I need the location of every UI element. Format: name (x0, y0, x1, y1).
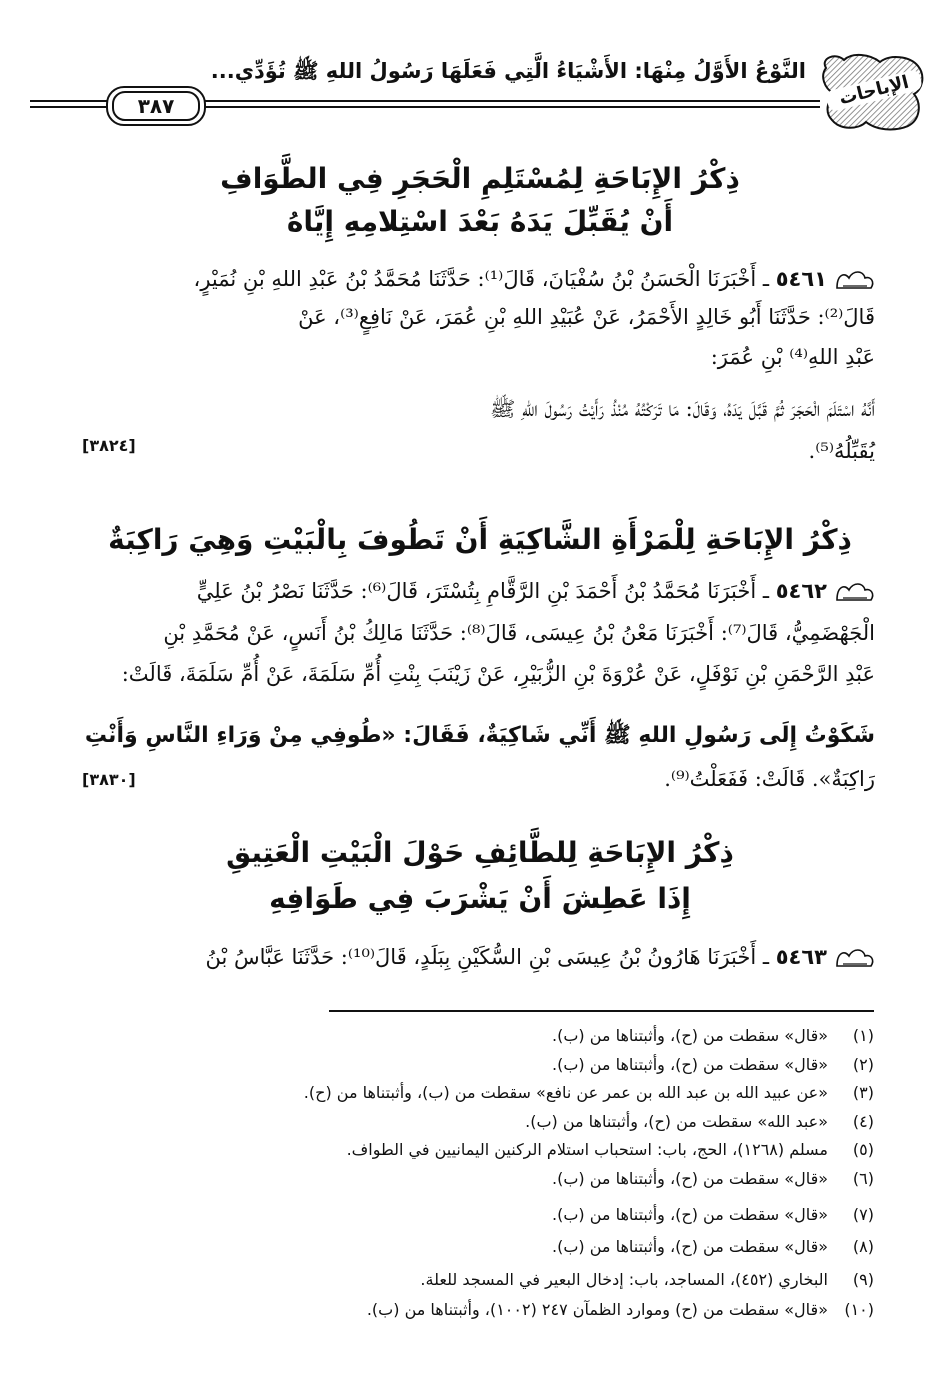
footnote-separator (329, 1010, 874, 1012)
footnote: (٨)«قال» سقطت من (ح)، وأثبتناها من (ب). (552, 1237, 874, 1256)
hadith-marker-icon (835, 578, 875, 608)
section-3-isnad-line-1 (60, 940, 875, 975)
section-3-heading-line-2: إِذَا عَطِشَ أَنْ يَشْرَبَ فِي طَوَافِهِ (269, 882, 691, 915)
footnote: (٢)«قال» سقطت من (ح)، وأثبتناها من (ب). (552, 1055, 874, 1074)
hadith-number: ٥٤٦٣ (775, 945, 827, 969)
section-2-isnad-line-1 (60, 574, 875, 609)
corner-badge-label: الإباحات (825, 69, 923, 113)
footnote: (٩)البخاري (٤٥٢)، المساجد، باب: إدخال البعير في المسجد للعلة. (420, 1270, 874, 1289)
section-1-matn-line-1: أَنَّهُ اسْتَلَمَ الْحَجَرَ ثُمَّ قَبَّلَ يَدَهُ، وَقَالَ: مَا تَرَكْتُهُ مُنْذُ رَأَيْتُ رَسُولَ اللهِ ﷺ (490, 397, 875, 421)
section-2-heading: ذِكْرُ الإِبَاحَةِ لِلْمَرْأَةِ الشَّاكِيَةِ أَنْ تَطُوفَ بِالْبَيْتِ وَهِيَ رَاكِبَةٌ (108, 523, 852, 556)
footnote: (١)«قال» سقطت من (ح)، وأثبتناها من (ب). (552, 1026, 874, 1045)
section-2-matn-line-1: شَكَوْتُ إِلَى رَسُولِ اللهِ ﷺ أَنِّي شَاكِيَةٌ، فَقَالَ: «طُوفِي مِنْ وَرَاءِ النَّاسِ وَأَنْتِ (84, 723, 875, 748)
running-header-title: النَّوْعُ الأَوَّلُ مِنْهَا: الأَشْيَاءُ الَّتِي فَعَلَهَا رَسُولُ اللهِ ﷺ تُؤَدِّي... (210, 59, 806, 83)
isnad-text: ـ أَخْبَرَنَا الْحَسَنُ بْنُ سُفْيَانَ، قَالَ⁽¹⁾: حَدَّثَنَا مُحَمَّدُ بْنُ عَبْدِ اللهِ بْنِ نُمَيْرٍ، (193, 267, 770, 291)
footnote: (١٠)«قال» سقطت من (ح) وموارد الظمآن ٢٤٧ (١٠٠٢)، وأثبتناها من (ب). (366, 1300, 874, 1319)
section-1-heading-line-1: ذِكْرُ الإِبَاحَةِ لِمُسْتَلِمِ الْحَجَرِ فِي الطَّوَافِ (220, 162, 740, 195)
footnote: (٧)«قال» سقطت من (ح)، وأثبتناها من (ب). (552, 1205, 874, 1224)
section-1-heading-line-2: أَنْ يُقَبِّلَ يَدَهُ بَعْدَ اسْتِلامِهِ إِيَّاهُ (286, 205, 674, 238)
isnad-text: ـ أَخْبَرَنَا مُحَمَّدُ بْنُ أَحْمَدَ بْنِ الرَّقَّامِ بِتُسْتَرَ، قَالَ⁽⁶⁾: حَدَّثَنَا نَصْرُ بْنُ عَلِيٍّ (196, 579, 770, 603)
section-1-isnad-line-3: عَبْدِ اللهِ⁽⁴⁾ بْنِ عُمَرَ: (710, 345, 875, 369)
section-2-cross-reference: [٣٨٣٠] (82, 770, 136, 789)
footnote: (٦)«قال» سقطت من (ح)، وأثبتناها من (ب). (552, 1169, 874, 1188)
section-1-isnad-line-1 (60, 262, 875, 297)
section-2-isnad-line-2: الْجَهْضَمِيُّ، قَالَ⁽⁷⁾: أَخْبَرَنَا مَعْنُ بْنُ عِيسَى، قَالَ⁽⁸⁾: حَدَّثَنَا مَالِكُ بْنُ أَنَسٍ، عَنْ مُحَمَّدِ بْنِ (163, 621, 875, 645)
hadith-marker-icon (835, 266, 875, 296)
footnote: (٥)مسلم (١٢٦٨)، الحج، باب: استحباب استلام الركنين اليمانيين في الطواف. (346, 1140, 874, 1159)
hadith-number: ٥٤٦٢ (775, 579, 827, 603)
page-number: ٣٨٧ (112, 91, 200, 121)
hadith-marker-icon (835, 944, 875, 974)
isnad-text: ـ أَخْبَرَنَا هَارُونُ بْنُ عِيسَى بْنِ السُّكَيْنِ بِبَلَدٍ، قَالَ⁽¹⁰⁾: حَدَّثَنَا عَبَّاسُ بْنُ (205, 945, 770, 969)
section-1-cross-reference: [٣٨٢٤] (82, 436, 136, 455)
page-number-box (106, 86, 206, 126)
section-2-matn-line-2: رَاكِبَةٌ». قَالَتْ: فَفَعَلْتُ⁽⁹⁾. (664, 767, 875, 791)
footnote: (٣)«عن عبيد الله بن عبد الله بن عمر عن نافع» سقطت من (ب)، وأثبتناها من (ح). (303, 1083, 874, 1102)
section-2-isnad-line-3: عَبْدِ الرَّحْمَنِ بْنِ نَوْفَلٍ، عَنْ عُرْوَةَ بْنِ الزُّبَيْرِ، عَنْ زَيْنَبَ بِنْتِ أُمِّ سَلَمَةَ، عَنْ أُمِّ سَلَمَةَ، قَالَتْ: (121, 662, 875, 686)
hadith-number: ٥٤٦١ (775, 267, 827, 291)
section-1-isnad-line-2: قَالَ⁽²⁾: حَدَّثَنَا أَبُو خَالِدٍ الأَحْمَرُ، عَنْ عُبَيْدِ اللهِ بْنِ عُمَرَ، عَنْ نَافِعٍ⁽³⁾، عَنْ (298, 305, 875, 329)
section-3-heading-line-1: ذِكْرُ الإِبَاحَةِ لِلطَّائِفِ حَوْلَ الْبَيْتِ الْعَتِيقِ (226, 836, 734, 869)
footnote: (٤)«عبد الله» سقطت من (ح)، وأثبتناها من (ب). (525, 1112, 874, 1131)
section-1-matn-line-2: يُقَبِّلُهُ⁽⁵⁾. (808, 439, 875, 463)
